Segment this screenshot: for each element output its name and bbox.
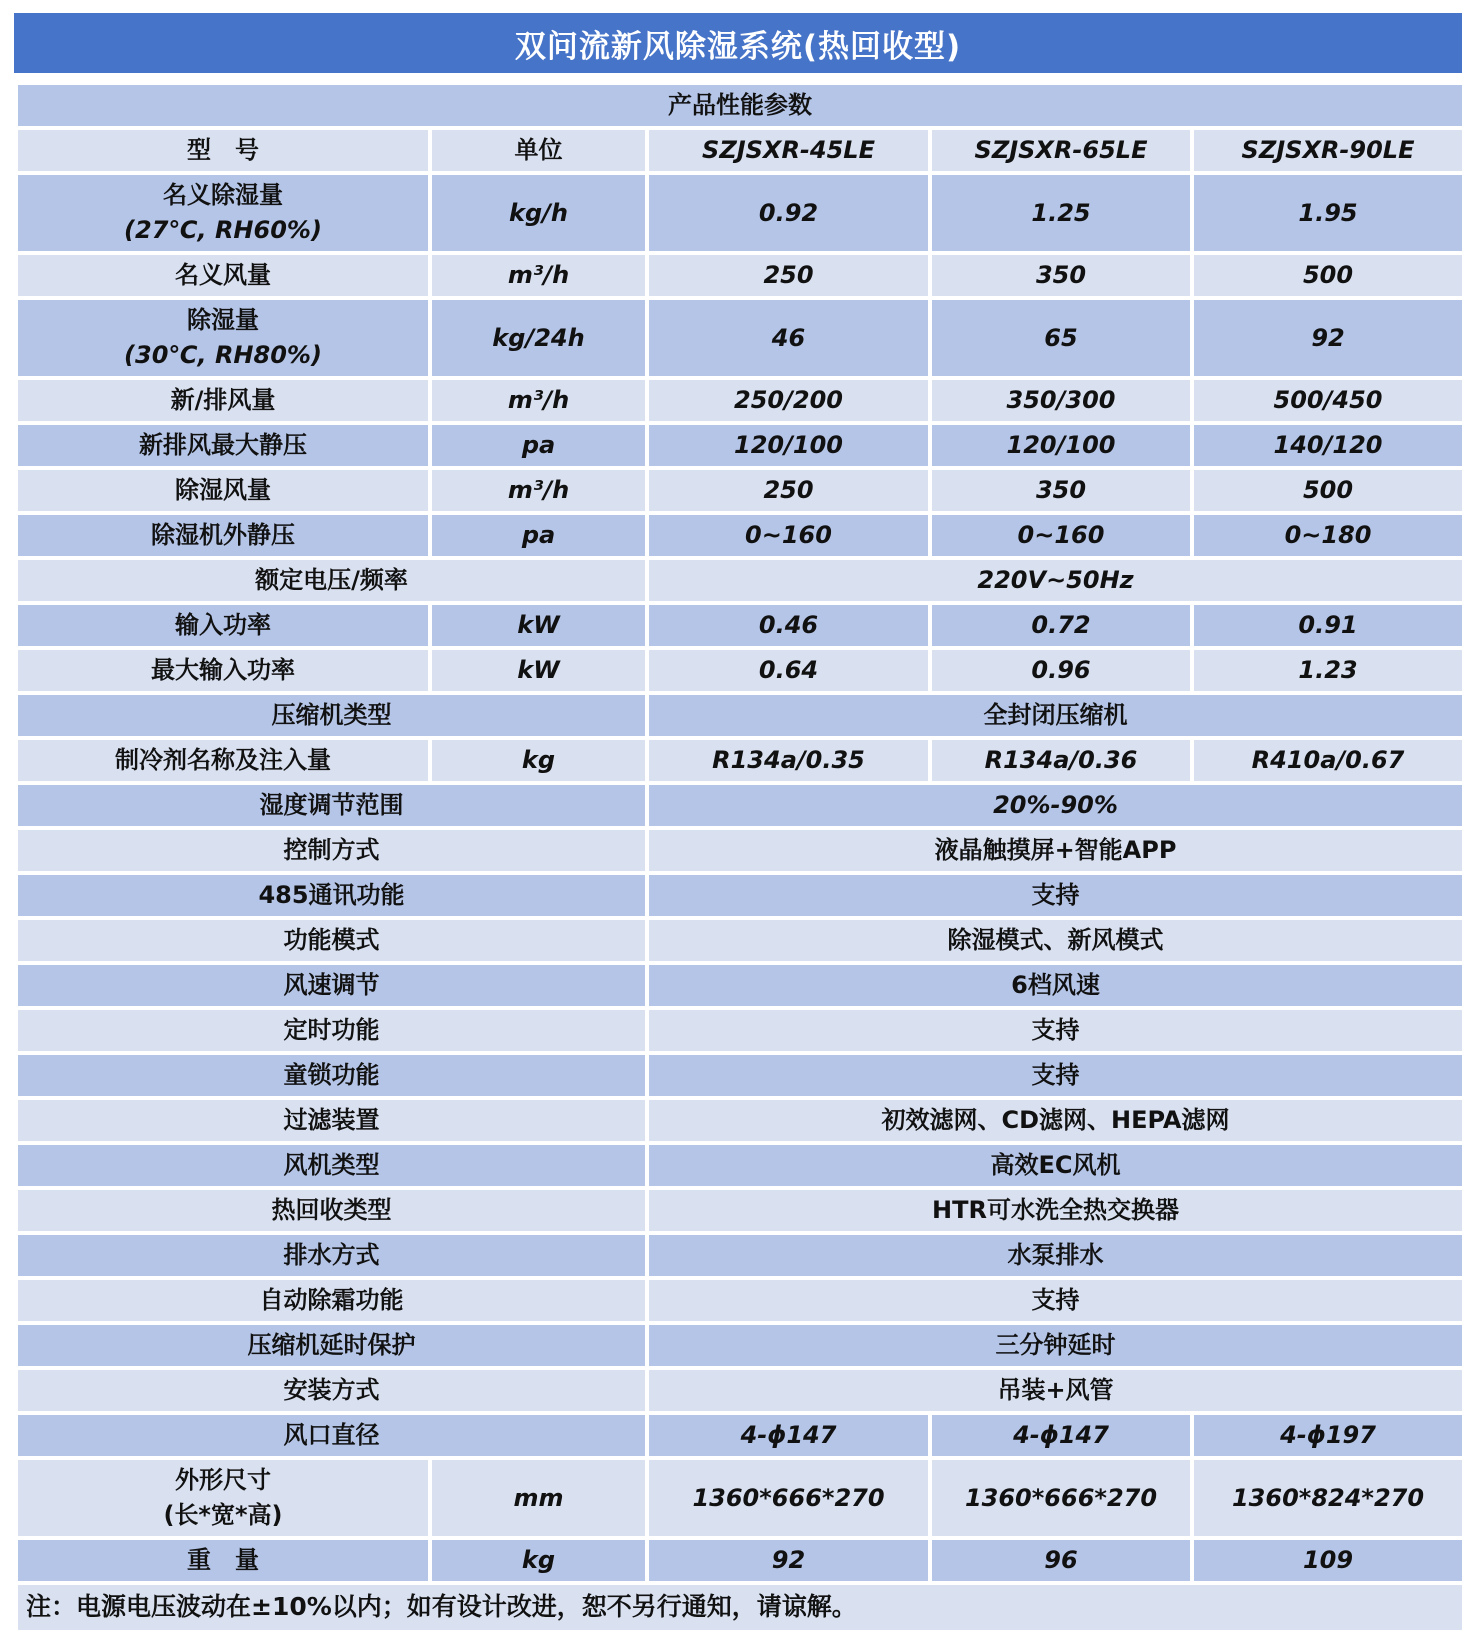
row-value: 120/100 [930,423,1192,468]
row-label [16,423,430,468]
row-label [16,918,647,963]
row-unit: kW [430,603,647,648]
row-value: 0~160 [930,513,1192,558]
spec-sheet [14,0,1462,1644]
spec-row [16,648,1464,693]
row-label-line1: 除湿风量 [175,476,271,505]
row-label-line1: 过滤装置 [283,1106,380,1135]
row-value: 120/100 [647,423,930,468]
row-value: 46 [647,298,930,378]
row-label [16,558,647,603]
row-label-line1: 额定电压/频率 [255,566,408,595]
row-label [16,1098,647,1143]
spec-table-header [16,83,1464,173]
spec-row [16,1098,1464,1143]
row-unit: kg [430,1538,647,1583]
row-unit: kW [430,648,647,693]
spec-row [16,738,1464,783]
row-label [16,783,647,828]
model-header-label: 型 号 [16,128,430,173]
row-value: 支持 [647,1053,1464,1098]
spec-row [16,693,1464,738]
row-label [16,173,430,253]
row-label-line1: 新排风最大静压 [139,431,307,460]
row-unit: pa [430,423,647,468]
row-unit: mm [430,1458,647,1538]
row-value: 0~160 [647,513,930,558]
row-label [16,513,430,558]
row-label-line1: 控制方式 [283,836,380,865]
spec-table-body [16,173,1464,1583]
spec-row [16,1323,1464,1368]
model-header-row [16,128,1464,173]
row-value: 92 [1192,298,1464,378]
spec-row [16,1278,1464,1323]
row-value: 0~180 [1192,513,1464,558]
row-label-line1: 风机类型 [283,1151,380,1180]
row-label [16,1323,647,1368]
row-value: R134a/0.36 [930,738,1192,783]
row-value: R410a/0.67 [1192,738,1464,783]
row-value: 0.91 [1192,603,1464,648]
spec-row [16,1413,1464,1458]
row-value: 500/450 [1192,378,1464,423]
section-header-row [16,83,1464,128]
row-value: 1360*666*270 [930,1458,1192,1538]
row-label-line2: (30℃, RH80%) [124,341,322,369]
page-title: 双问流新风除湿系统(热回收型) [514,28,962,65]
row-label-line1: 湿度调节范围 [259,791,404,820]
row-label-line2: (27℃, RH60%) [124,216,322,244]
row-value: 0.96 [930,648,1192,693]
row-label [16,1008,647,1053]
row-value: 液晶触摸屏+智能APP [647,828,1464,873]
row-value: 250 [647,468,930,513]
row-label-line1: 名义除湿量 [163,181,283,210]
row-label [16,1143,647,1188]
row-label [16,468,430,513]
row-value: 1.23 [1192,648,1464,693]
row-label [16,1188,647,1233]
row-value: 支持 [647,1008,1464,1053]
row-label-line1: 热回收类型 [271,1196,392,1225]
row-label-line1: 压缩机延时保护 [247,1331,416,1360]
row-label [16,1413,647,1458]
row-value: 65 [930,298,1192,378]
row-label [16,1278,647,1323]
row-unit: kg/24h [430,298,647,378]
row-value: 220V~50Hz [647,558,1464,603]
spec-row [16,963,1464,1008]
row-value: 109 [1192,1538,1464,1583]
row-label-line1: 定时功能 [283,1016,380,1045]
row-value: 1.95 [1192,173,1464,253]
row-value: 250 [647,253,930,298]
spec-row [16,1143,1464,1188]
spec-table [14,81,1466,1634]
row-value: 除湿模式、新风模式 [647,918,1464,963]
row-unit: m³/h [430,468,647,513]
spec-row [16,1368,1464,1413]
spec-row [16,1233,1464,1278]
row-label [16,738,430,783]
row-label-line1: 最大输入功率 [151,656,295,685]
row-value: R134a/0.35 [647,738,930,783]
row-unit: pa [430,513,647,558]
row-label-line1: 除湿机外静压 [151,521,295,550]
spec-row [16,783,1464,828]
row-label [16,603,430,648]
row-label-line1: 风速调节 [283,971,380,1000]
unit-header-label: 单位 [430,128,647,173]
row-label [16,693,647,738]
row-label-line1: 安装方式 [283,1376,380,1405]
row-label [16,873,647,918]
row-label-line1: 外形尺寸 [175,1466,271,1495]
row-label-line1: 除湿量 [187,306,259,335]
row-label-line1: 重 量 [187,1546,259,1575]
spec-row [16,558,1464,603]
row-label-line1: 名义风量 [175,261,271,290]
row-value: 支持 [647,1278,1464,1323]
row-value: 1.25 [930,173,1192,253]
spec-row [16,1188,1464,1233]
row-label-line1: 485通讯功能 [258,881,405,910]
row-label [16,298,430,378]
row-label [16,1368,647,1413]
spec-row [16,253,1464,298]
row-label-line1: 自动除霜功能 [259,1286,404,1315]
title-bar [14,13,1462,73]
row-label [16,1053,647,1098]
row-value: 高效EC风机 [647,1143,1464,1188]
row-value: 0.92 [647,173,930,253]
row-label-line1: 功能模式 [283,926,380,955]
row-value: 140/120 [1192,423,1464,468]
row-value: 4-ϕ147 [647,1413,930,1458]
row-value: 350 [930,253,1192,298]
model-name-3: SZJSXR-90LE [1192,128,1464,173]
spec-row [16,873,1464,918]
spec-row [16,173,1464,253]
row-label-line1: 制冷剂名称及注入量 [115,746,331,775]
row-value: 三分钟延时 [647,1323,1464,1368]
row-unit: kg/h [430,173,647,253]
row-value: 6档风速 [647,963,1464,1008]
row-label-line1: 输入功率 [175,611,271,640]
row-unit: m³/h [430,378,647,423]
row-unit: m³/h [430,253,647,298]
row-value: 0.46 [647,603,930,648]
row-value: 500 [1192,468,1464,513]
row-value: 250/200 [647,378,930,423]
spec-row [16,378,1464,423]
row-value: 初效滤网、CD滤网、HEPA滤网 [647,1098,1464,1143]
row-value: 4-ϕ197 [1192,1413,1464,1458]
spec-row [16,828,1464,873]
row-label [16,963,647,1008]
row-label [16,828,647,873]
row-label [16,1538,430,1583]
row-label-line2: (长*宽*高) [163,1501,283,1529]
spec-row [16,513,1464,558]
note-text: 注：电源电压波动在±10%以内；如有设计改进，恕不另行通知，请谅解。 [16,1583,1464,1632]
row-label [16,648,430,693]
row-label-line1: 新/排风量 [170,386,276,415]
spec-row [16,1458,1464,1538]
row-value: 支持 [647,873,1464,918]
spec-row [16,1053,1464,1098]
row-value: 吊装+风管 [647,1368,1464,1413]
row-label-line1: 压缩机类型 [271,701,392,730]
row-value: 500 [1192,253,1464,298]
row-value: 96 [930,1538,1192,1583]
row-label-line1: 童锁功能 [283,1061,380,1090]
row-value: 350/300 [930,378,1192,423]
spec-row [16,298,1464,378]
row-value: 1360*824*270 [1192,1458,1464,1538]
model-name-1: SZJSXR-45LE [647,128,930,173]
row-value: 全封闭压缩机 [647,693,1464,738]
row-label [16,1458,430,1538]
row-value: HTR可水洗全热交换器 [647,1188,1464,1233]
note-row [16,1583,1464,1632]
spec-row [16,468,1464,513]
section-header: 产品性能参数 [16,83,1464,128]
row-label [16,253,430,298]
row-value: 350 [930,468,1192,513]
row-value: 20%-90% [647,783,1464,828]
row-value: 0.72 [930,603,1192,648]
row-unit: kg [430,738,647,783]
spec-row [16,1008,1464,1053]
row-label [16,1233,647,1278]
row-label-line1: 排水方式 [283,1241,380,1270]
spec-table-footer [16,1583,1464,1632]
spec-row [16,918,1464,963]
model-name-2: SZJSXR-65LE [930,128,1192,173]
spec-row [16,1538,1464,1583]
row-label [16,378,430,423]
row-value: 水泵排水 [647,1233,1464,1278]
row-value: 0.64 [647,648,930,693]
row-value: 1360*666*270 [647,1458,930,1538]
row-value: 4-ϕ147 [930,1413,1192,1458]
spec-row [16,423,1464,468]
row-label-line1: 风口直径 [283,1421,380,1450]
row-value: 92 [647,1538,930,1583]
spec-row [16,603,1464,648]
